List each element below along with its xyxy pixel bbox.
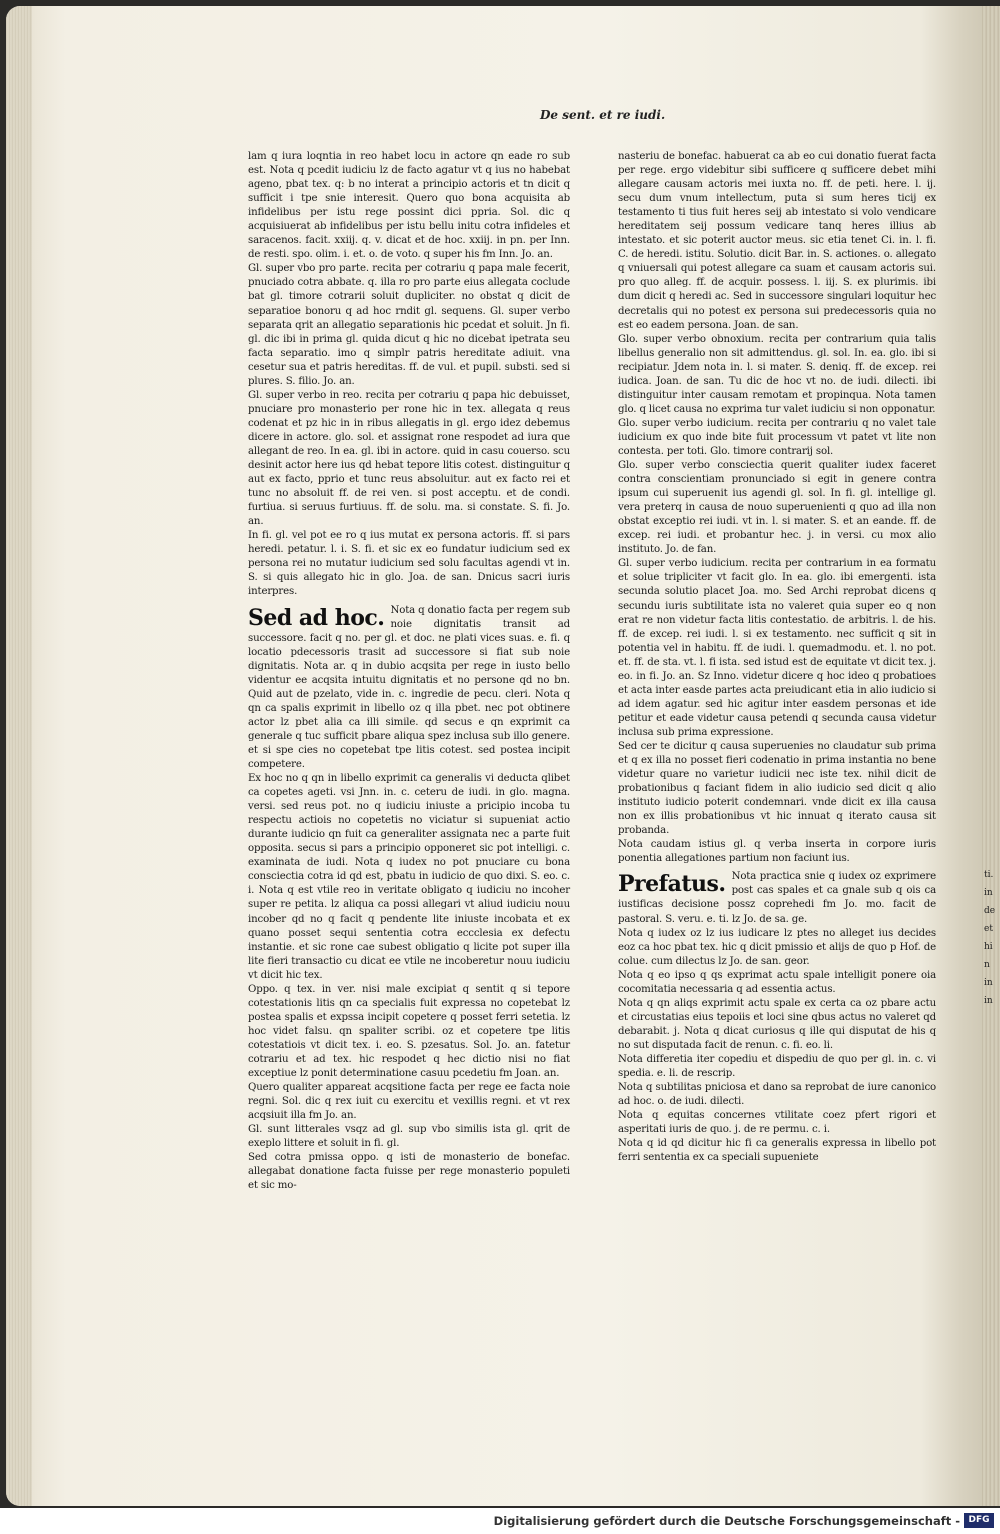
footer-bar bbox=[0, 1508, 1000, 1534]
page-stack-edge bbox=[6, 6, 32, 1506]
paragraph: Oppo. q tex. in ver. nisi male excipiat q sentit q si tepore cotestationis litis qn ca specialis fuit expressa no copetebat lz postea spalis et expssa incipit copetere q posset ferri setetia. lz hoc videt falsu. qn spaliter scribi. oz et copetere tpe litis cotestatiois vt dicit tex. i. eo. S. pzesatus. Sol. Jo. an. fatetur cotrariu et ad tex. hic respodet q hec dictio nisi no fiat exceptiue lz ponit determinatione casuu pcedetiu fm Joan. an. bbox=[248, 983, 570, 1080]
next-page-fragments bbox=[984, 866, 998, 1010]
paragraph: Nota caudam istius gl. q verba inserta in corpore iuris ponentia allegationes partium non faciunt ius. bbox=[618, 839, 936, 865]
section-block bbox=[248, 604, 570, 773]
next-page-fragment: de bbox=[984, 906, 996, 916]
paragraph: Glo. super verbo obnoxium. recita per contrarium quia talis libellus generalio non sit admittendus. gl. sol. In. ea. glo. ibi si recipiatur. Jdem nota in. l. si mater. S. deniq. ff. de excep. rei iudica. Joan. de san. Tu dic de hoc vt no. de iudi. dilecti. ibi distinguitur inter causam remotam et propinqua. Nota tamen glo. q licet causa no exprima tur valet iudiciu si non opponatur. bbox=[618, 333, 936, 415]
paragraph: Quero qualiter appareat acqsitione facta per rege ee facta noie regni. Sol. dic q rex iuit cu exercitu et vexillis regni. et vt rex acqsiuit illa fm Jo. an. bbox=[248, 1082, 570, 1122]
paragraph: Gl. super verbo iudicium. recita per contrarium in ea formatu et solue tripliciter vt facit glo. In ea. glo. ibi emergenti. ista secunda solutio placet Joa. mo. Sed Archi reprobat dicens q secundu iuris subtilitate ista no valeret quia super eo q non erat re non videtur facta litis contestatio. de arbitris. l. de his. ff. de excep. rei iudi. l. si ex testamento. nec sufficit q sit in potentia vel in habitu. ff. de iudi. l. quemadmodu. et. l. no pot. et. ff. de sta. vt. l. fi ista. sed istud est de equitate vt dicit tex. j. eo. in fi. Jo. an. Sz Inno. videtur dicere q hoc ideo q probatioes et acta inter easde partes acta preiudicant etia in alio iudicio si ad idem agatur. sed hic agitur inter easdem personas et ide petitur et eade videtur causa petendi q secunda causa videtur inclusa sub prima expressione. bbox=[618, 558, 936, 738]
paragraph: Gl. super verbo in reo. recita per cotrariu q papa hic debuisset, pnuciare pro monasterio per rone hic in tex. allegata q reus codenat et pz hic in in ribus allegatis in gl. ergo idez debemus dicere in actore. glo. sol. et assignat rone respodet ad iura que allegant de reo. In ea. gl. ibi in actore. quid in casu couerso. scu desinit actor here ius qd hebat tepore litis cotest. distinguitur q aut ex facto, pprio et tunc reus absoluitur. aut ex facto rei et tunc no absoluit ff. de rei ven. si post acceptu. et de condi. furtiua. si seruus furtiuus. ff. de solu. ma. si constate. S. fi. Jo. an. bbox=[248, 389, 570, 528]
next-page-fragment: ti. bbox=[984, 870, 994, 880]
next-page-fragment: in bbox=[984, 978, 993, 988]
next-page-fragment: in bbox=[984, 888, 993, 898]
paragraph: Nota q qn aliqs exprimit actu spale ex certa ca oz pbare actu et circustatias eius tepoiis et loci sine qbus actus no valeret qd debarabit. j. Nota q dicat curiosus q ille qui disputat de his q no sut disputada facit de renun. c. fi. eo. li. bbox=[618, 997, 936, 1051]
paragraph: Nota q iudex oz lz ius iudicare lz ptes no alleget ius decides eoz ca hoc pbat tex. hic q dicit pmissio et alijs de quo p Hof. de colue. cum dilectus lz Jo. de san. geor. bbox=[618, 927, 936, 967]
next-page-fragment: in bbox=[984, 996, 993, 1006]
paragraph: Nota differetia iter copediu et dispediu de quo per gl. in. c. vi spedia. e. li. de rescrip. bbox=[618, 1054, 936, 1080]
paragraph: Ex hoc no q qn in libello exprimit ca generalis vi deducta qlibet ca copetes ageti. vsi Jnn. in. c. ceteru de iudi. in glo. magna. versi. sed reus pot. no q iudiciu iniuste a pricipio incoba tu respectu actiois no copetetis no viciatur si supueniat actio durante iudicio qn fuit ca generaliter assignata nec a parte fuit opposita. secus si pars a principio opponeret sic pot intelligi. c. examinata de iudi. Nota q iudex no pot pnuciare cu bona consciectia cotra id qd est, pbatu in iudicio de quo dixi. S. eo. c. i. Nota q est vtile reo in veritate obligato q iudiciu no incoher super re petita. lz aliqua ca possi allegari vt aliud iudiciu nouu incober qd no q facit q pendente lite iniuste incobata et ex quano posset sequi sententia cotra eccclesia ex defectu instantie. et sic rone cae subest obligatio q licite pot super illa lite fieri transactio cu dicat ee vtile ne incoberetur nouu iudiciu vt dicit hic tex. bbox=[248, 773, 570, 981]
paragraph: Glo. super verbo iudicium. recita per contrariu q no valet tale iudicium ex quo inde bite fuit processum vt patet vt lite non contesta. per toti. Glo. timore contrarij sol. bbox=[618, 417, 936, 457]
right-text-column bbox=[618, 150, 936, 1165]
paragraph: Nota practica snie q iudex oz exprimere post cas spales et ca gnale sub q ois ca iustificas decisione possz coprehedi fm Jo. mo. facit de pastoral. S. veru. e. ti. lz Jo. de sa. ge. bbox=[618, 871, 936, 925]
left-text-column bbox=[248, 150, 570, 1193]
running-header: De sent. et re iudi. bbox=[540, 108, 666, 122]
next-page-strip bbox=[982, 6, 1000, 1506]
paragraph: Nota q donatio facta per regem sub noie dignitatis transit ad successore. facit q no. per gl. et doc. ne plati vices suas. e. fi. q locatio pdecessoris trasit ad successore si fiat sub noie dignitatis. Nota ar. q in dubio acqsita per rege in iusto bello videntur ee acqsita intuitu dignitatis et no persone qd no bn. Quid aut de pzelato, vide in. c. ingredie de pecu. cleri. Nota q qn ca spalis exprimit in libello oz q illa pbet. nec pot obtinere actor lz pbet alia ca illi simile. qd secus e qn exprimit ca generale q tuc sufficit pbare aliqua spez inclusa sub illo genere. et si spe cies no copetebat tpe litis cotest. sed postea incipit competere. bbox=[248, 604, 570, 771]
section-heading: Sed ad hoc. bbox=[248, 604, 385, 631]
paragraph: Glo. super verbo consciectia querit qualiter iudex faceret contra conscientiam pronunciado si egit in genere contra ipsum cui superuenit ius agendi gl. sol. In fi. gl. intellige gl. vera preterq in causa de nouo superuenienti q quo ad illa non obstat exceptio rei iudi. vt in. l. si mater. S. et an eande. ff. de excep. rei iudi. et probantur hec. j. in versi. cu mox alio instituto. Jo. de fan. bbox=[618, 460, 936, 556]
paragraph: lam q iura loqntia in reo habet locu in actore qn eade ro sub est. Nota q pcedit iudiciu lz de facto agatur vt q ius no habebat ageno, pbat tex. q: b no interat a principio actoris et tn dicit q sufficit i tpe snie interesit. Quero quo bona acquisita ab infidelibus per istu rege possint dici ppria. Sol. dic q acquisiuerat ab infidelibus per istu bellu initu cotra infideles et saracenos. facit. xxiij. q. v. dicat et de hoc. xxiij. in pn. per Inn. de resti. spo. olim. i. et. o. de voto. q super his fm Inn. Jo. an. bbox=[248, 151, 570, 261]
section-heading: Prefatus. bbox=[618, 871, 726, 898]
paragraph: Gl. super vbo pro parte. recita per cotrariu q papa male fecerit, pnuciado cotra abbate. q. illa ro pro parte eius allegata coclude bat gl. timore cotrarii soluit dupliciter. no obstat q dicit de separatioe bonoru q ad hoc rndit gl. sequens. Gl. super verbo separata qrit an allegatio separationis hic pcedat et soluit. Jn fi. gl. dic ibi in prima gl. quida dicut q hic no dicebat ipetrata seu facta separatio. imo q simplr patris hereditate adiuit. vna cesetur sua et patris hereditas. ff. de vul. et pupil. substi. sed si plures. S. filio. Jo. an. bbox=[248, 263, 570, 387]
funding-credit: Digitalisierung gefördert durch die Deutsche Forschungsgemeinschaft - bbox=[493, 1514, 960, 1528]
paragraph: Nota q equitas concernes vtilitate coez pfert rigori et asperitati iuris de quo. j. de re permu. c. i. bbox=[618, 1110, 936, 1136]
paragraph: nasteriu de bonefac. habuerat ca ab eo cui donatio fuerat facta per rege. ergo videbitur sibi sufficere q sufficere debet mihi allegare causam actoris mei iuxta no. ff. de peti. here. l. ij. secu dum vnum intellectum, puta si sum heres ticij ex testamento ti tius fuit heres seij ab intestato si volo vendicare hereditatem seij possum vedicare tanq heres illius ab intestato. et sic poterit auctor meus. sic etia tenet Ci. in. l. fi. C. de heredi. istitu. Solutio. dicit Bar. in. S. actiones. o. allegato q vniuersali qui potest allegare ca suam et causam actoris sui. pro quo alleg. ff. de acquir. possess. l. iij. S. ex plurimis. ibi dum dicit q heredi ac. Sed in successore singulari loquitur hec decretalis qui no potest ex persona sui predecessoris quia no est eo eadem persona. Joan. de san. bbox=[618, 151, 936, 331]
next-page-fragment: n bbox=[984, 960, 990, 970]
dfg-logo: DFG bbox=[964, 1513, 994, 1528]
paragraph: Sed cer te dicitur q causa superuenies no claudatur sub prima et q ex illa no posset fieri codenatio in prima instantia no bene videtur quare no varietur iudicii nec iste tex. nihil dicit de probationibus q faciant fidem in alio iudicio sed dicit q alio instituto iudicio poterit condemnari. vnde dicit ex illa causa non ex illis probationibus vt hic innuat q iterato causa sit probanda. bbox=[618, 740, 936, 837]
next-page-fragment: hi bbox=[984, 942, 993, 952]
paragraph: Gl. sunt litterales vsqz ad gl. sup vbo similis ista gl. qrit de exeplo littere et soluit in fi. gl. bbox=[248, 1124, 570, 1150]
next-page-fragment: et bbox=[984, 924, 993, 934]
paragraph: Nota q id qd dicitur hic fi ca generalis expressa in libello pot ferri sententia ex ca speciali supueniete bbox=[618, 1138, 936, 1164]
paragraph: Nota q subtilitas pniciosa et dano sa reprobat de iure canonico ad hoc. o. de iudi. dilecti. bbox=[618, 1082, 936, 1108]
paragraph: In fi. gl. vel pot ee ro q ius mutat ex persona actoris. ff. si pars heredi. petatur. l. i. S. fi. et sic ex eo fundatur iudicium sed ex persona rei no mutatur iudicium sed solu facultas agendi vt in. S. si quis allegato hic in glo. Joa. de san. Dnicus sacri iuris interpres. bbox=[248, 530, 570, 598]
section-block bbox=[618, 870, 936, 926]
paragraph: Sed cotra pmissa oppo. q isti de monasterio de bonefac. allegabat donatione facta fuisse per rege monasterio populeti et sic mo- bbox=[248, 1152, 570, 1192]
paragraph: Nota q eo ipso q qs exprimat actu spale intelligit ponere oia cocomitatia necessaria q ad essentia actus. bbox=[618, 969, 936, 995]
